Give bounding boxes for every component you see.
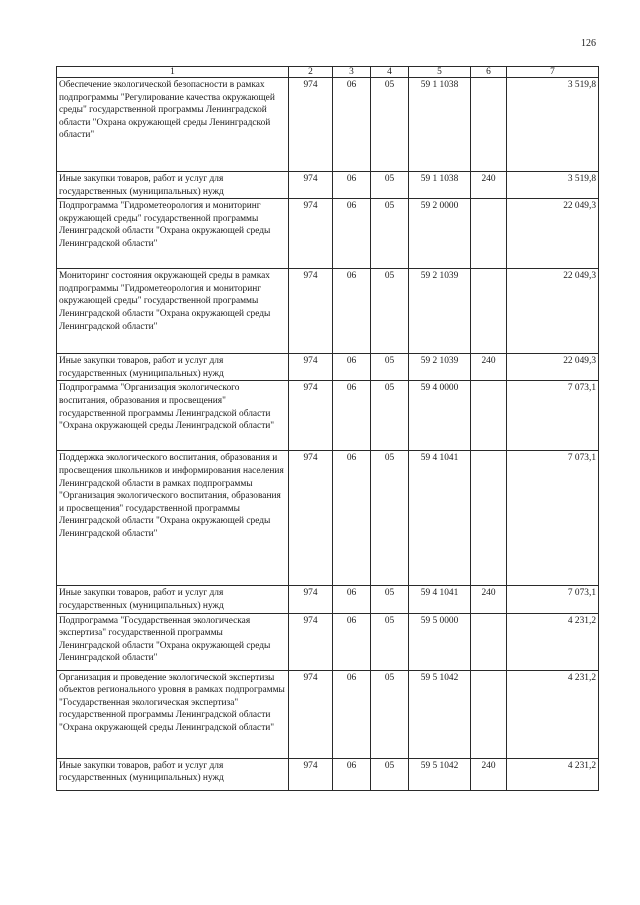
row-amount-cell: 22 049,3 (507, 199, 599, 269)
column-header-4: 4 (371, 67, 409, 78)
row-name-cell: Подпрограмма "Организация экологического воспитания, образования и просвещения" государственной программы Ленинградской области "Охрана окружающей среды Ленинградской области" (57, 381, 289, 451)
row-name-cell: Иные закупки товаров, работ и услуг для государственных (муниципальных) нужд (57, 758, 289, 790)
row-name-cell: Иные закупки товаров, работ и услуг для государственных (муниципальных) нужд (57, 586, 289, 613)
row-expense-type-cell (471, 670, 507, 758)
row-section-cell: 06 (333, 613, 371, 670)
table-row (57, 758, 599, 790)
column-header-7: 7 (507, 67, 599, 78)
row-name-cell: Подпрограмма "Государственная экологическая экспертиза" государственной программы Ленинградской области "Охрана окружающей среды Ленинградской области" (57, 613, 289, 670)
column-header-3: 3 (333, 67, 371, 78)
row-expense-type-cell: 240 (471, 586, 507, 613)
row-section-cell: 06 (333, 199, 371, 269)
row-expense-type-cell (471, 269, 507, 354)
row-name-cell: Обеспечение экологической безопасности в рамках подпрограммы "Регулирование качества окружающей среды" государственной программы Ленинградской области "Охрана окружающей среды Ленинградской области" (57, 78, 289, 172)
table-row (57, 354, 599, 381)
row-expense-type-cell (471, 78, 507, 172)
row-expense-type-cell: 240 (471, 172, 507, 199)
row-amount-cell: 7 073,1 (507, 381, 599, 451)
row-target-item-cell: 59 5 0000 (409, 613, 471, 670)
column-header-5: 5 (409, 67, 471, 78)
row-section-cell: 06 (333, 381, 371, 451)
row-target-item-cell: 59 2 1039 (409, 354, 471, 381)
row-name-cell: Подпрограмма "Гидрометеорология и мониторинг окружающей среды" государственной программы Ленинградской области "Охрана окружающей среды Ленинградской области" (57, 199, 289, 269)
row-code-cell: 974 (289, 670, 333, 758)
row-expense-type-cell: 240 (471, 758, 507, 790)
row-name-cell: Организация и проведение экологической экспертизы объектов регионального уровня в рамках подпрограммы "Государственная экологическая экспертиза" государственной программы Ленинградской области "Охрана окружающей среды Ленинградской области" (57, 670, 289, 758)
table-row (57, 78, 599, 172)
row-subsection-cell: 05 (371, 354, 409, 381)
row-subsection-cell: 05 (371, 451, 409, 586)
row-expense-type-cell (471, 451, 507, 586)
row-code-cell: 974 (289, 199, 333, 269)
row-subsection-cell: 05 (371, 172, 409, 199)
row-section-cell: 06 (333, 586, 371, 613)
row-code-cell: 974 (289, 586, 333, 613)
row-code-cell: 974 (289, 451, 333, 586)
row-name-cell: Иные закупки товаров, работ и услуг для государственных (муниципальных) нужд (57, 172, 289, 199)
table-row (57, 381, 599, 451)
column-header-6: 6 (471, 67, 507, 78)
row-name-cell: Мониторинг состояния окружающей среды в рамках подпрограммы "Гидрометеорология и мониторинг окружающей среды" государственной программы Ленинградской области "Охрана окружающей среды Ленинградской области" (57, 269, 289, 354)
row-code-cell: 974 (289, 758, 333, 790)
row-amount-cell: 4 231,2 (507, 758, 599, 790)
table-row (57, 199, 599, 269)
row-code-cell: 974 (289, 613, 333, 670)
row-name-cell: Иные закупки товаров, работ и услуг для государственных (муниципальных) нужд (57, 354, 289, 381)
row-target-item-cell: 59 1 1038 (409, 78, 471, 172)
row-expense-type-cell (471, 613, 507, 670)
row-subsection-cell: 05 (371, 199, 409, 269)
row-section-cell: 06 (333, 354, 371, 381)
row-subsection-cell: 05 (371, 586, 409, 613)
row-subsection-cell: 05 (371, 381, 409, 451)
table-row (57, 172, 599, 199)
table-row (57, 613, 599, 670)
row-target-item-cell: 59 2 0000 (409, 199, 471, 269)
row-amount-cell: 3 519,8 (507, 172, 599, 199)
table-row (57, 451, 599, 586)
row-code-cell: 974 (289, 172, 333, 199)
budget-table (56, 66, 599, 791)
column-header-1: 1 (57, 67, 289, 78)
row-amount-cell: 3 519,8 (507, 78, 599, 172)
row-name-cell: Поддержка экологического воспитания, образования и просвещения школьников и информирования населения Ленинградской области в рамках подпрограммы "Организация экологического воспитания, образования и просвещения" государственной программы Ленинградской области "Охрана окружающей среды Ленинградской области" (57, 451, 289, 586)
row-section-cell: 06 (333, 172, 371, 199)
row-target-item-cell: 59 4 1041 (409, 451, 471, 586)
table-row (57, 670, 599, 758)
row-subsection-cell: 05 (371, 758, 409, 790)
row-target-item-cell: 59 4 0000 (409, 381, 471, 451)
row-amount-cell: 7 073,1 (507, 451, 599, 586)
row-target-item-cell: 59 5 1042 (409, 758, 471, 790)
row-subsection-cell: 05 (371, 670, 409, 758)
page-number: 126 (581, 38, 596, 49)
row-section-cell: 06 (333, 758, 371, 790)
row-section-cell: 06 (333, 670, 371, 758)
row-amount-cell: 7 073,1 (507, 586, 599, 613)
row-target-item-cell: 59 2 1039 (409, 269, 471, 354)
row-target-item-cell: 59 1 1038 (409, 172, 471, 199)
row-code-cell: 974 (289, 354, 333, 381)
row-section-cell: 06 (333, 78, 371, 172)
table-row (57, 269, 599, 354)
row-code-cell: 974 (289, 269, 333, 354)
row-subsection-cell: 05 (371, 269, 409, 354)
row-subsection-cell: 05 (371, 78, 409, 172)
row-code-cell: 974 (289, 381, 333, 451)
row-target-item-cell: 59 5 1042 (409, 670, 471, 758)
row-expense-type-cell: 240 (471, 354, 507, 381)
row-amount-cell: 22 049,3 (507, 354, 599, 381)
row-expense-type-cell (471, 199, 507, 269)
row-amount-cell: 22 049,3 (507, 269, 599, 354)
row-target-item-cell: 59 4 1041 (409, 586, 471, 613)
row-amount-cell: 4 231,2 (507, 670, 599, 758)
table-row (57, 586, 599, 613)
row-expense-type-cell (471, 381, 507, 451)
row-amount-cell: 4 231,2 (507, 613, 599, 670)
column-header-2: 2 (289, 67, 333, 78)
column-number-row (57, 67, 599, 78)
row-section-cell: 06 (333, 269, 371, 354)
row-code-cell: 974 (289, 78, 333, 172)
row-subsection-cell: 05 (371, 613, 409, 670)
row-section-cell: 06 (333, 451, 371, 586)
